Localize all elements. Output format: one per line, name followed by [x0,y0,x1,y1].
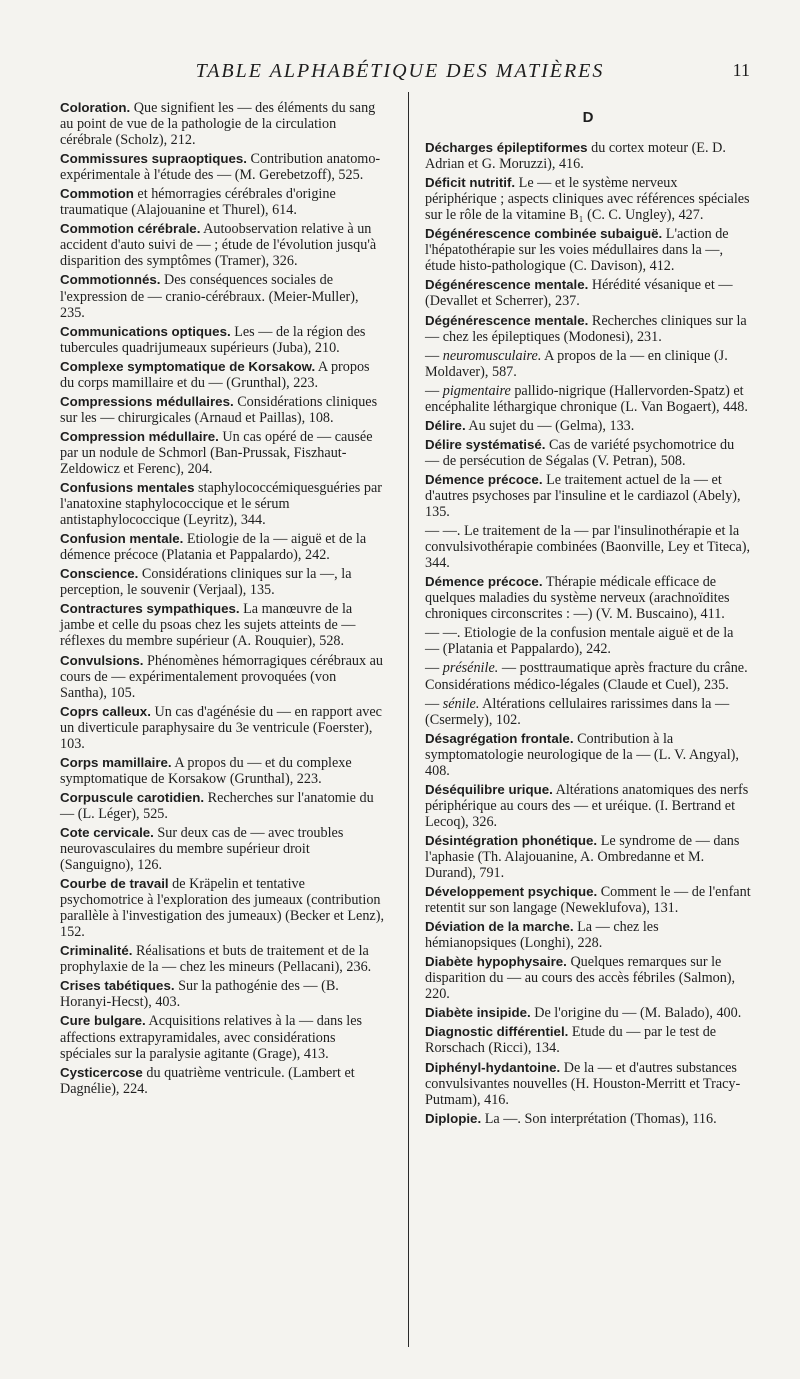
entry-text: — posttraumatique après fracture du crâne. Considérations médico-légales (Claude et Cuel), 235. [425,660,748,693]
entry-term: Déséquilibre urique. [425,781,553,797]
page-number: 11 [732,60,750,80]
index-entry [425,574,751,622]
entry-text: Un cas opéré de — causée par un nodule de Schmorl (Ban-Prussak, Fiszhaut-Zeldowicz et Ferenc), 204. [60,428,373,477]
entry-term: Démence précoce. [425,471,543,487]
index-entry [60,394,386,426]
entry-text: Un cas d'agénésie du — en rapport avec un diverticule paraphysaire du 3e ventricule (Foerster), 103. [60,703,382,752]
entry-prefix: — [425,660,443,677]
entry-text: Contribution anatomo-expérimentale à l'étude des — (M. Gerebetzoff), 525. [60,151,381,184]
page-header [50,60,750,90]
index-entry [60,704,386,752]
entry-term: Commotion [60,186,134,202]
index-entry [425,226,751,274]
entry-subterm: neuromusculaire. [442,347,542,364]
index-entry [425,625,751,657]
entry-text: Sur la pathogénie des — (B. Horanyi-Hecst), 403. [60,978,339,1011]
entry-text: et hémorragies cérébrales d'origine traumatique (Alajouanine et Thurel), 614. [60,186,336,219]
index-entry [425,523,751,571]
index-entry [60,324,386,356]
entry-text: Au sujet du — (Gelma), 133. [465,417,635,434]
entry-term: Diphényl-hydantoine. [425,1059,561,1075]
right-entries [425,140,751,1127]
entry-term: Dégénérescence combinée subaiguë. [425,226,663,242]
entry-term: Développement psychique. [425,884,598,900]
entry-term: Délire. [425,417,466,433]
entry-term: Diabète hypophysaire. [425,954,567,970]
index-entry [425,313,751,345]
index-entry [425,919,751,951]
entry-term: Coprs calleux. [60,703,151,719]
entry-text: Acquisitions relatives à la — dans les affections extrapyramidales, avec considérations spéciales sur la paralysie agitante (Grage), 413. [60,1013,363,1062]
index-entry [425,1005,751,1021]
entry-text: Altérations cellulaires rarissimes dans la — (Csermely), 102. [425,695,730,728]
index-entry [425,696,751,728]
index-entry [60,1065,386,1097]
entry-term: Confusions mentales [60,480,195,496]
entry-text: Altérations anatomiques des nerfs périphérique au cours des — et uréique. (I. Bertrand et Lecoq), 326. [425,781,749,830]
index-entry [60,100,386,148]
entry-text: Comment le — de l'enfant retentit sur son langage (Neweklufova), 131. [425,884,751,917]
index-entry [425,383,751,415]
entry-text: Cas de variété psychomotrice du — de persécution de Ségalas (V. Petran), 508. [425,436,735,469]
entry-term: Corps mamillaire. [60,754,172,770]
entry-term: Convulsions. [60,652,144,668]
entry-term: Dégénérescence mentale. [425,312,589,328]
entry-term: Désagrégation frontale. [425,730,574,746]
index-entry [425,954,751,1002]
entry-term: Diplopie. [425,1110,482,1126]
index-entry [425,418,751,434]
column-divider [408,92,409,1347]
index-entry [60,1013,386,1061]
entry-text: De l'origine du — (M. Balado), 400. [530,1005,742,1022]
section-letter: D [582,109,594,126]
index-entry [60,566,386,598]
entry-text: Etiologie de la — aiguë et de la démence précoce (Platania et Pappalardo), 242. [60,531,367,564]
entry-term: Dégénérescence mentale. [425,277,589,293]
entry-text: Considérations cliniques sur la —, la perception, le souvenir (Verjaal), 135. [60,566,352,599]
entry-text: Le traitement de la — par l'insulinothérapie et la convulsivothérapie combinées (Baonville, Ley et Titeca), 344. [425,523,751,572]
entry-term: Compression médullaire. [60,428,219,444]
entry-text: Quelques remarques sur le disparition du — au cours des accès fébriles (Salmon), 220. [425,954,736,1003]
entry-subterm: pigmentaire [442,382,511,399]
entry-prefix: — —. [425,625,461,642]
entry-term: Déficit nutritif. [425,175,516,191]
entry-text: Phénomènes hémorragiques cérébraux au cours de — expérimentalement provoquées (von Santha), 105. [60,652,384,701]
entry-text: Que signifient les — des éléments du sang au point de vue de la pathologie de la circulation cérébrale (Scholz), 212. [60,100,376,149]
index-entry [60,429,386,477]
entry-term: Conscience. [60,566,139,582]
entry-text: Considérations cliniques sur les — chirurgicales (Arnaud et Paillas), 108. [60,393,378,426]
index-entry [60,186,386,218]
index-entry [60,601,386,649]
entry-prefix: — [425,347,443,364]
entry-text: L'action de l'hépatothérapie sur les voies médullaires dans la —, étude histo-pathologique (C. Davison), 412. [425,226,729,275]
entry-term: Crises tabétiques. [60,978,175,994]
entry-text: du quatrième ventricule. (Lambert et Dagnélie), 224. [60,1064,355,1097]
entry-term: Corpuscule carotidien. [60,789,205,805]
entry-text: Des conséquences sociales de l'expression de — cranio-cérébraux. (Meier-Muller), 235. [60,272,359,321]
entry-term: Contractures sympathiques. [60,601,240,617]
entry-term: Cysticercose [60,1064,143,1080]
entry-term: Délire systématisé. [425,436,546,452]
index-entry [425,472,751,520]
entry-term: Déviation de la marche. [425,919,574,935]
index-entry [60,272,386,320]
entry-text: Etiologie de la confusion mentale aiguë et de la — (Platania et Pappalardo), 242. [425,625,734,658]
entry-text: A propos de la — en clinique (J. Moldaver), 587. [425,347,728,380]
entry-text: Recherches sur l'anatomie du — (L. Léger), 525. [60,789,374,822]
entry-subterm: sénile. [442,695,480,712]
entry-text: A propos du corps mamillaire et du — (Grunthal), 223. [60,358,370,391]
index-entry [60,943,386,975]
entry-term: Courbe de travail [60,876,169,892]
entry-text: Le traitement actuel de la — et d'autres psychoses par l'insuline et le cardiazol (Abely), 135. [425,471,741,521]
entry-text: La —. Son interprétation (Thomas), 116. [481,1110,717,1127]
entry-text: Contribution à la symptomatologie neurologique de la — (L. V. Angyal), 408. [425,730,739,779]
entry-term: Décharges épileptiformes [425,140,588,156]
entry-text: Etude du — par le test de Rorschach (Ricci), 134. [425,1024,717,1057]
entry-text: Autoobservation relative à un accident d'auto suivi de — ; étude de l'évolution jusqu'à disparition des symptômes (Tramer), 326. [60,221,377,270]
entry-text: Réalisations et buts de traitement et de la prophylaxie de la — chez les mineurs (Pellacani), 236. [60,943,372,976]
index-entry [60,978,386,1010]
entry-term: Complexe symptomatique de Korsakow. [60,358,316,374]
entry-text: Hérédité vésanique et — (Devallet et Scherrer), 237. [425,277,733,310]
entry-text: A propos du — et du complexe symptomatique de Korsakow (Grunthal), 223. [60,754,352,787]
index-entry [425,1060,751,1108]
entry-text: La manœuvre de la jambe et celle du psoas chez les sujets atteints de — réflexes du membre supérieur (A. Rouquier), 528. [60,601,356,650]
entry-prefix: — [425,382,443,399]
index-entry [425,782,751,830]
index-entry [425,660,751,692]
entry-text: staphylococcémiquesguéries par l'anatoxine staphylococcique et le sérum antistaphylococcique (Leyritz), 344. [60,480,382,529]
index-entry [425,277,751,309]
left-column [60,100,386,1100]
entry-term: Commotionnés. [60,272,161,288]
entry-prefix: — [425,695,443,712]
entry-prefix: — —. [425,523,461,540]
index-entry [425,884,751,916]
index-entry [60,151,386,183]
entry-text: La — chez les hémianopsiques (Longhi), 228. [425,919,659,952]
index-entry [425,1111,751,1127]
entry-text: De la — et d'autres substances convulsivantes nouvelles (H. Houston-Merritt et Tracy-Putmam), 416. [425,1059,741,1108]
index-entry [60,359,386,391]
entry-term: Coloration. [60,100,131,115]
entry-text: Thérapie médicale efficace de quelques maladies du système nerveux (arachnoïdites chroniques circonscrites : —) (V. M. Buscaino), 411. [425,574,730,623]
entry-term: Démence précoce. [425,574,543,590]
index-entry [425,140,751,172]
entry-text: pallido-nigrique (Hallervorden-Spatz) et encéphalite léthargique chronique (L. Van Bogaert), 448. [425,382,748,415]
entry-text: Les — de la région des tubercules quadrijumeaux supérieurs (Juba), 210. [60,323,366,356]
right-column [425,110,751,1130]
index-entry [425,437,751,469]
entry-term: Diagnostic différentiel. [425,1024,569,1040]
entry-term: Compressions médullaires. [60,393,234,409]
index-entry [60,825,386,873]
entry-term: Désintégration phonétique. [425,832,598,848]
entry-text: Sur deux cas de — avec troubles neurovasculaires du membre supérieur droit (Sanguigno), 126. [60,824,344,874]
entry-term: Cote cervicale. [60,824,154,840]
entry-text: Le — et le système nerveux périphérique ; aspects cliniques avec références spéciales sur le rôle de la vitamine B₁ (C. C. Ungley), 427. [425,175,750,224]
index-entry [425,731,751,779]
running-title: TABLE ALPHABÉTIQUE DES MATIÈRES [195,60,605,82]
entry-text: Le syndrome de — dans l'aphasie (Th. Alajouanine, A. Ombredanne et M. Durand), 791. [425,832,740,882]
index-entry [425,1024,751,1056]
entry-text: Recherches cliniques sur la — chez les épileptiques (Modonesi), 231. [425,312,747,345]
index-entry [425,348,751,380]
entry-term: Commissures supraoptiques. [60,151,247,167]
entry-term: Criminalité. [60,943,133,959]
index-entry [60,653,386,701]
index-entry [60,755,386,787]
index-entry [60,221,386,269]
index-entry [60,480,386,528]
index-entry [425,175,751,223]
entry-subterm: présénile. [442,660,499,677]
index-entry [60,531,386,563]
entry-term: Confusion mentale. [60,531,184,547]
index-entry [60,876,386,940]
index-entry [425,833,751,881]
entry-term: Commotion cérébrale. [60,221,201,237]
entry-term: Communications optiques. [60,323,231,339]
entry-term: Cure bulgare. [60,1013,146,1029]
entry-text: du cortex moteur (E. D. Adrian et G. Moruzzi), 416. [425,140,726,173]
entry-text: de Kräpelin et tentative psychomotrice à l'exploration des jumeaux (contribution parallèle à l'investigation des jumeaux) (Becker et Lenz), 152. [60,876,384,941]
index-entry [60,790,386,822]
entry-term: Diabète insipide. [425,1005,531,1021]
